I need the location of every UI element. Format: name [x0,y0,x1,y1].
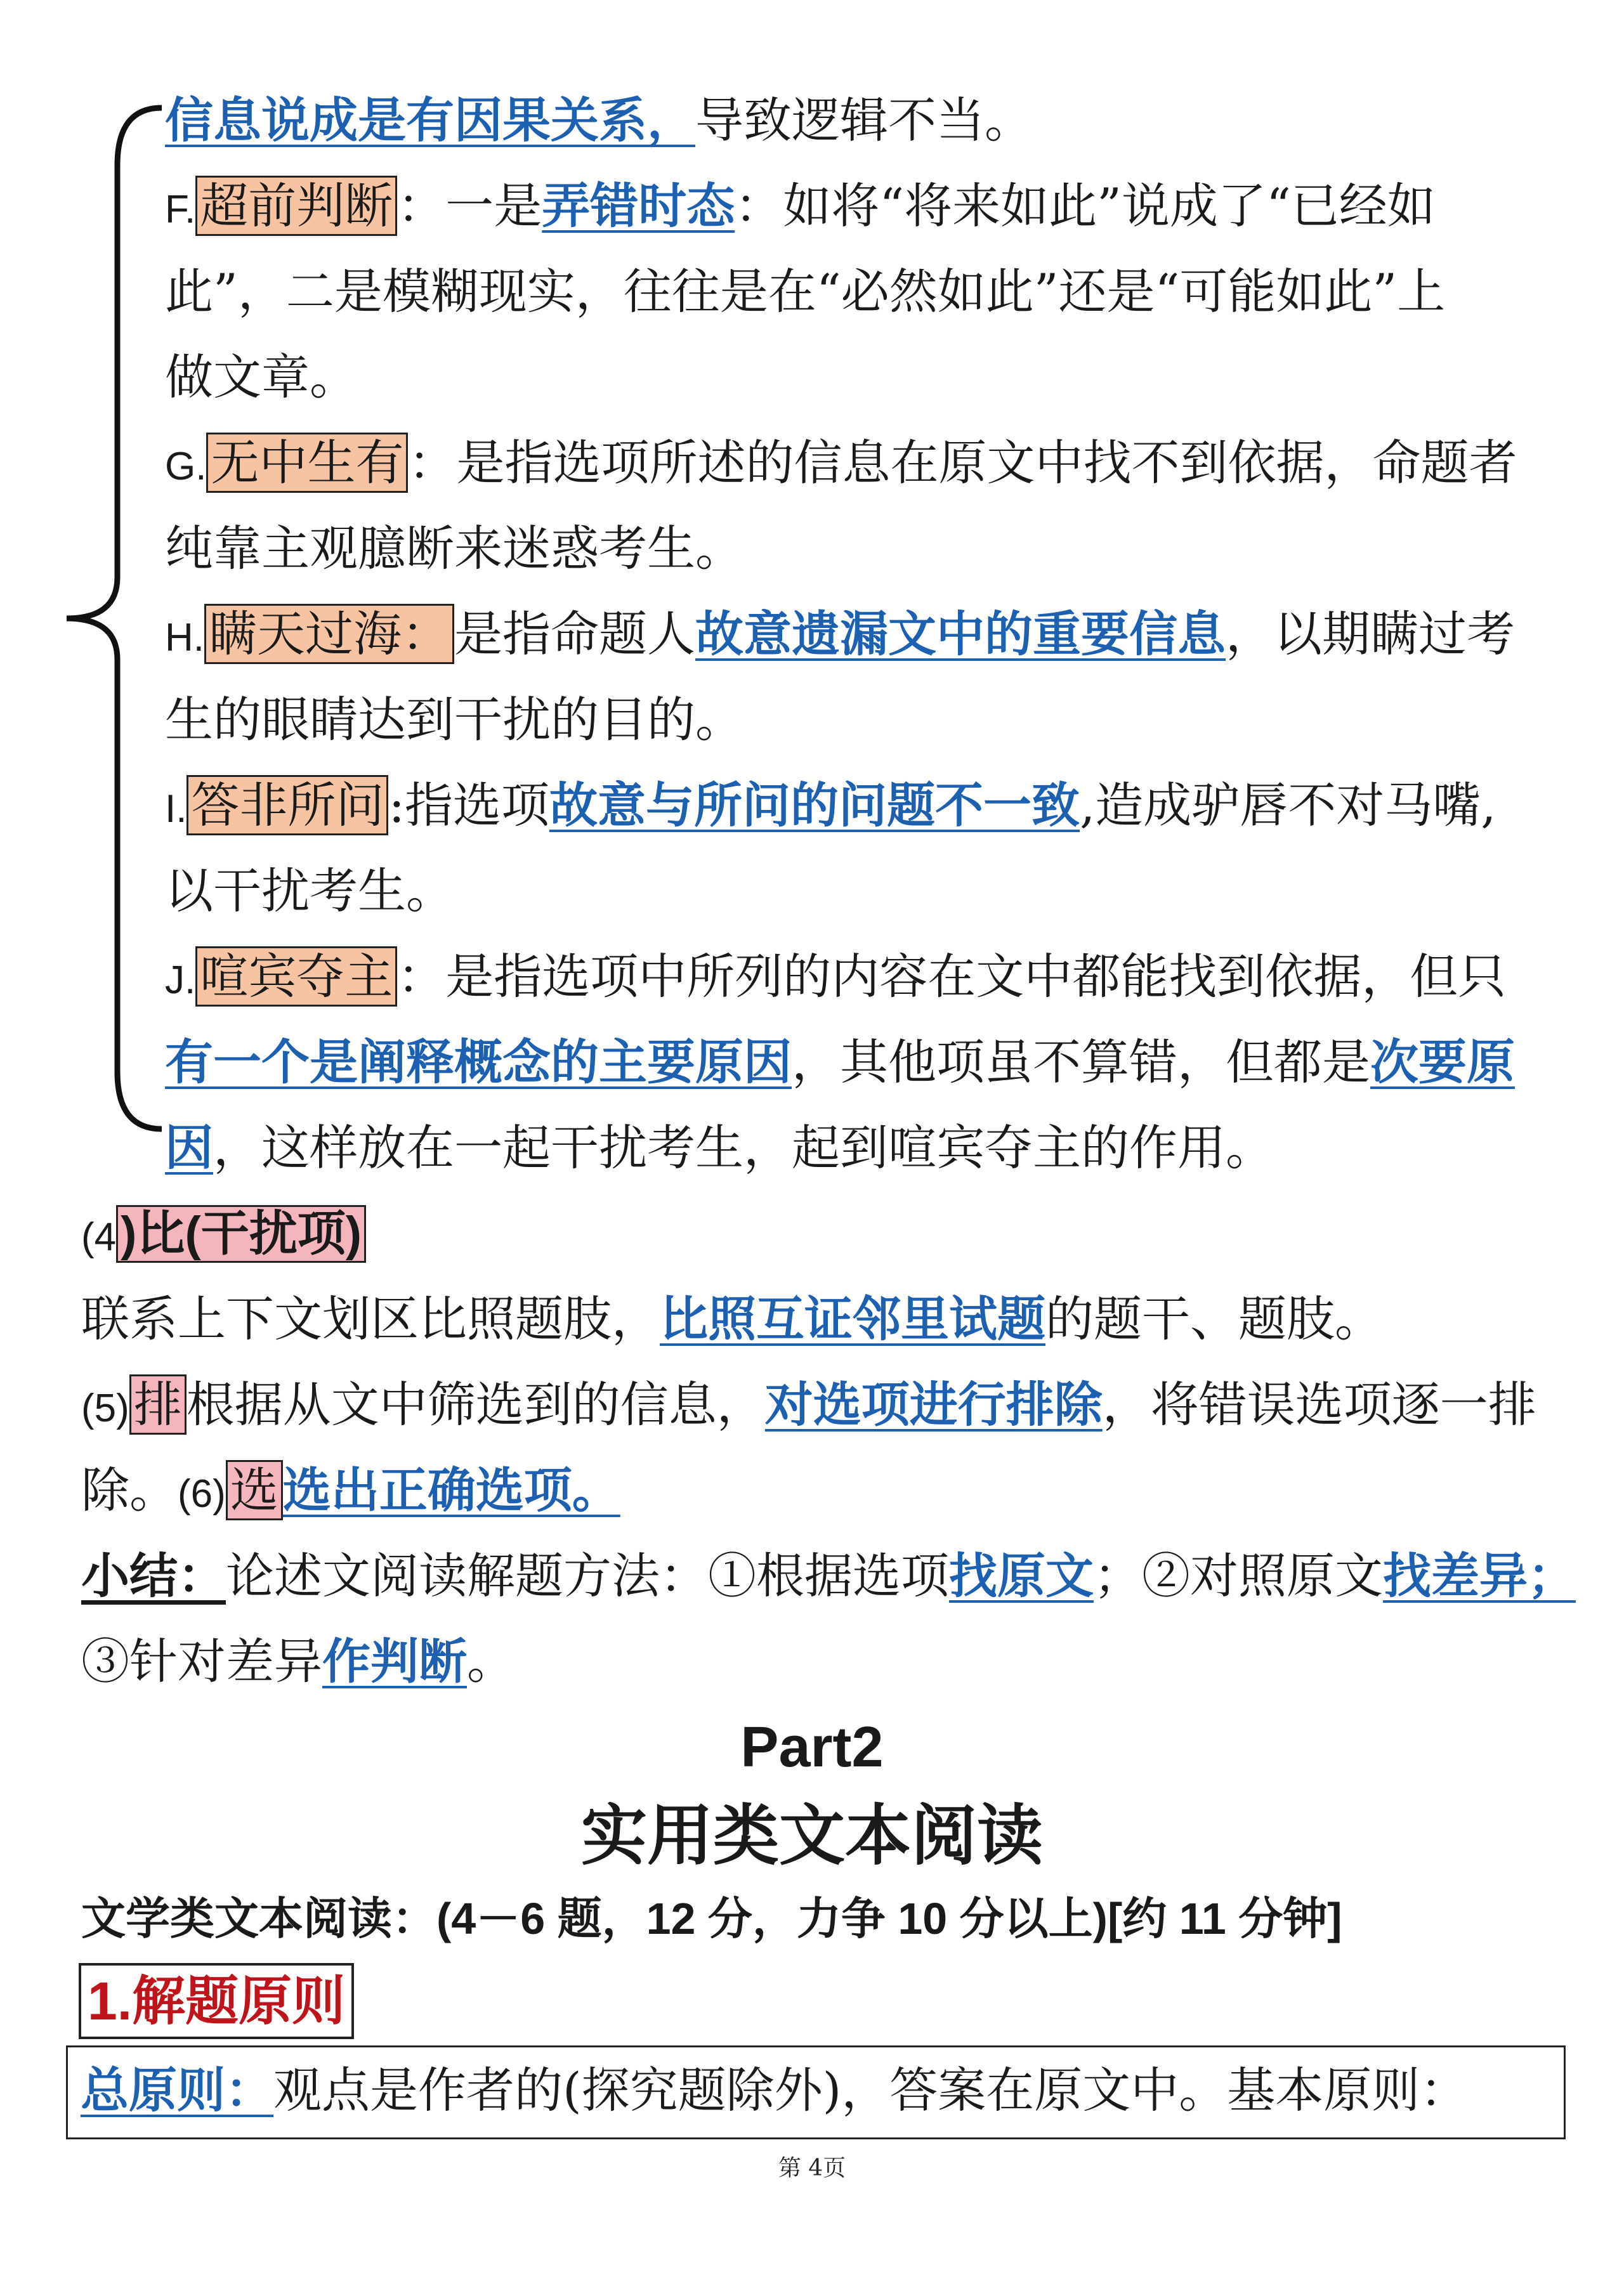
text-line: ③针对差异作判断。 [81,1633,515,1690]
principle-box: 总原则：观点是作者的(探究题除外)，答案在原文中。基本原则： [66,2045,1566,2139]
step-tag: )比(干扰项) [116,1205,366,1263]
step-4: (4)比(干扰项) [81,1202,366,1269]
summary-line: 小结：论述文阅读解题方法：①根据选项找原文；②对照原文找差异； [81,1548,1576,1604]
reading-line: 文学类文本阅读：(4－6 题，12 分，力争 10 分以上)[约 11 分钟] [81,1894,1342,1943]
text-line: 做文章。 [165,349,358,405]
step-5: (5)排根据从文中筛选到的信息，对选项进行排除，将错误选项逐一排 [81,1373,1536,1440]
curly-brace-icon [57,95,165,1142]
part-subtitle: 实用类文本阅读 [580,1799,1043,1873]
step-6: 除。(6)选选出正确选项。 [81,1459,620,1526]
text-line: 信息说成是有因果关系，导致逻辑不当。 [165,92,1033,148]
term-tag: 超前判断 [195,176,397,236]
item-j: J.喧宾夺主：是指选项中所列的内容在文中都能找到依据，但只 [165,945,1506,1012]
term-tag: 瞒天过海： [204,604,454,664]
item-g: G.无中生有：是指选项所述的信息在原文中找不到依据，命题者 [165,431,1517,499]
highlight-link: 信息说成是有因果关系， [165,92,695,148]
step-tag: 选 [226,1460,283,1520]
step-tag: 排 [129,1374,187,1435]
text-line: 此”，二是模糊现实，往往是在“必然如此”还是“可能如此”上 [165,263,1446,320]
item-h: H.瞒天过海：是指命题人故意遗漏文中的重要信息，以期瞒过考 [165,603,1515,670]
item-f: F.超前判断：一是弄错时态：如将“将来如此”说成了“已经如 [165,174,1436,242]
section-heading: 1.解题原则 [79,1963,354,2039]
page-footer: 第 4页 [778,2155,846,2181]
text-line: 因，这样放在一起干扰考生，起到喧宾夺主的作用。 [165,1119,1274,1176]
text-line: 纯靠主观臆断来迷惑考生。 [165,520,743,577]
term-tag: 无中生有 [206,433,408,493]
term-tag: 喧宾夺主 [195,946,397,1007]
text-line: 联系上下文划区比照题肢，比照互证邻里试题的题干、题肢。 [81,1291,1383,1347]
text-line: 以干扰考生。 [165,863,454,919]
principle-label: 总原则： [81,2062,273,2118]
part-title: Part2 [740,1716,884,1779]
item-i: I.答非所问:指选项故意与所问的问题不一致,造成驴唇不对马嘴, [165,774,1496,841]
text-line: 有一个是阐释概念的主要原因，其他项虽不算错，但都是次要原 [165,1034,1515,1090]
text-line: 生的眼睛达到干扰的目的。 [165,691,743,748]
summary-label: 小结： [81,1549,226,1603]
term-tag: 答非所问 [187,775,388,835]
